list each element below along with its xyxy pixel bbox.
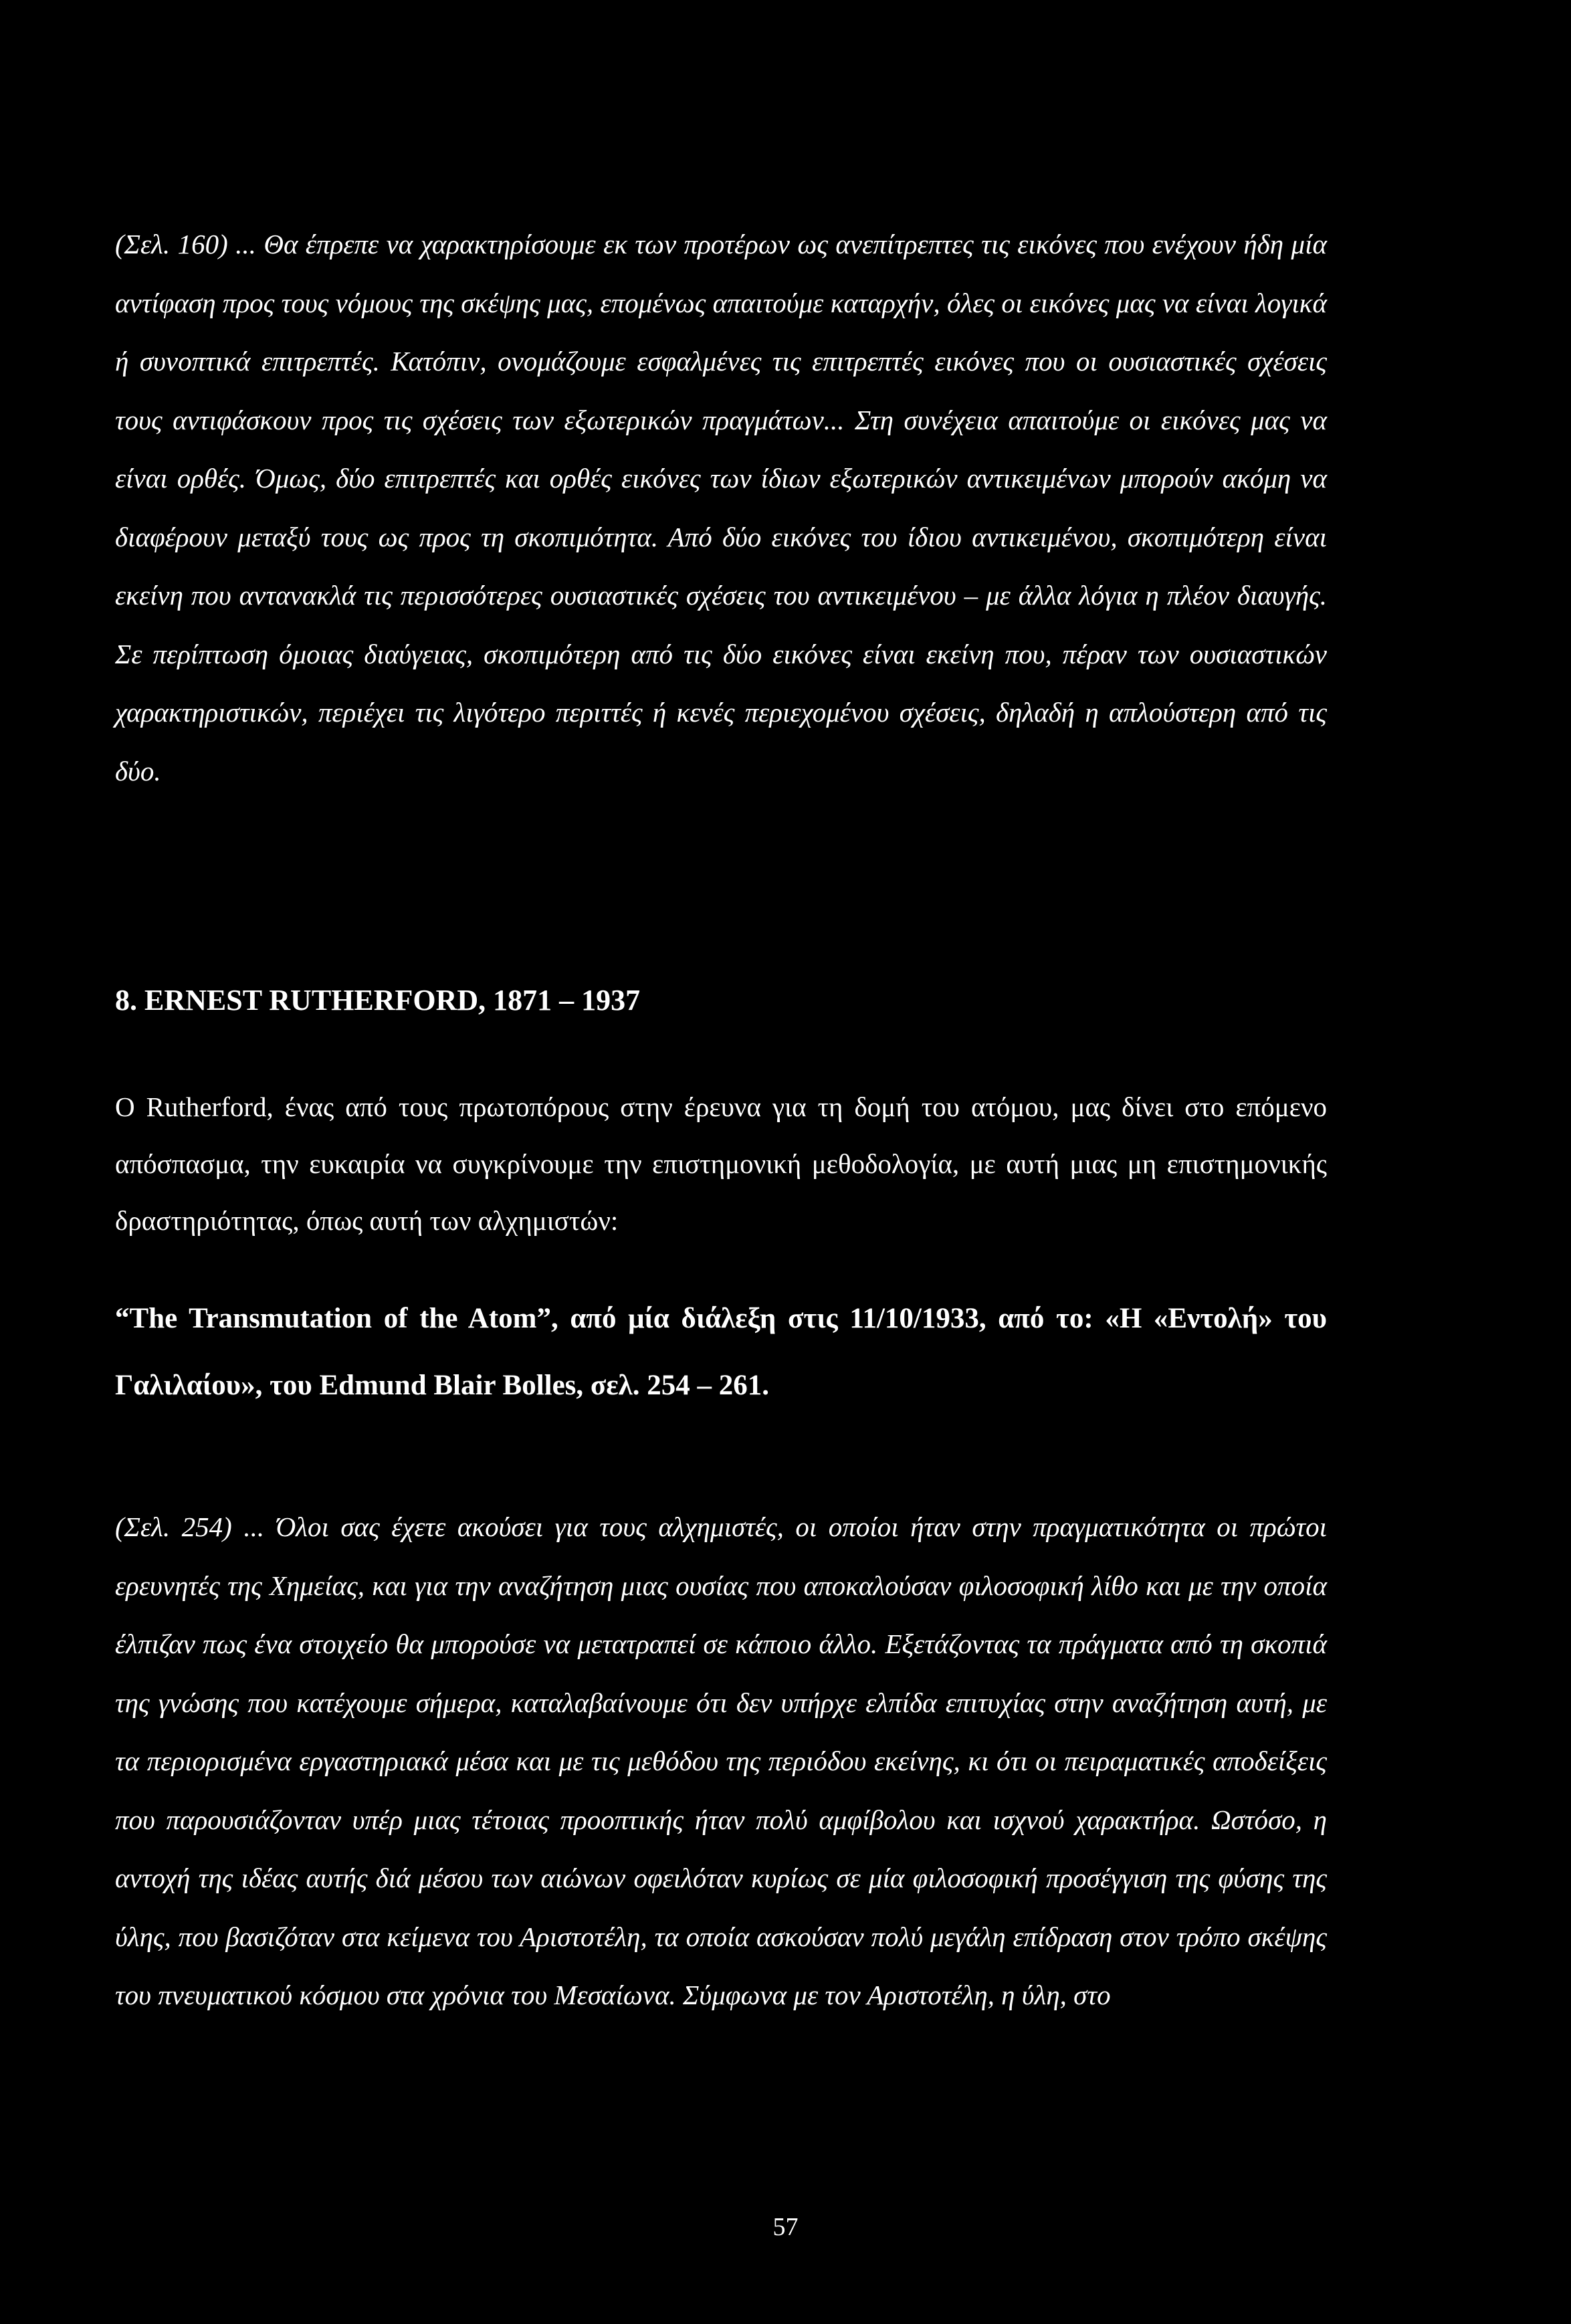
- citation-paragraph: “The Transmutation of the Atom”, από μία διάλεξη στις 11/10/1933, από το: «Η «Εντολή» του Γαλιλαίου», του Edmund Blair Bolles, σελ. 254 – 261.: [115, 1303, 1327, 1401]
- page-number: 57: [772, 2213, 799, 2241]
- intro-paragraph: Ο Rutherford, ένας από τους πρωτοπόρους στην έρευνα για τη δομή του ατόμου, μας δίνει στο επόμενο απόσπασμα, την ευκαιρία να συγκρίνουμε την επιστημονική μεθοδολογία, με αυτή μιας μη επιστημονικής δραστηριότητας, όπως αυτή των αλχημιστών:: [115, 1091, 1327, 1236]
- quote-paragraph-hertz: (Σελ. 160) ... Θα έπρεπε να χαρακτηρίσουμε εκ των προτέρων ως ανεπίτρεπτες τις εικόνες που ενέχουν ήδη μία αντίφαση προς τους νόμους της σκέψης μας, επομένως απαιτούμε καταρχήν, όλες οι εικόνες μας να είναι λογικά ή συνοπτικά επιτρεπτές. Κατόπιν, ονομάζουμε εσφαλμένες τις επιτρεπτές εικόνες που οι ουσιαστικές σχέσεις τους αντιφάσκουν προς τις σχέσεις των εξωτερικών πραγμάτων... Στη συνέχεια απαιτούμε οι εικόνες μας να είναι ορθές. Όμως, δύο επιτρεπτές και ορθές εικόνες των ίδιων εξωτερικών αντικειμένων μπορούν ακόμη να διαφέρουν μεταξύ τους ως προς τη σκοπιμότητα. Από δύο εικόνες του ίδιου αντικειμένου, σκοπιμότερη είναι εκείνη που αντανακλά τις περισσότερες ουσιαστικές σχέσεις του αντικειμένου – με άλλα λόγια η πλέον διαυγής. Σε περίπτωση όμοιας διαύγειας, σκοπιμότερη από τις δύο εικόνες είναι εκείνη που, πέραν των ουσιαστικών χαρακτηριστικών, περιέχει τις λιγότερο περιττές ή κενές περιεχομένου σχέσεις, δηλαδή η απλούστερη από τις δύο.: [115, 229, 1327, 786]
- quote-paragraph-rutherford: (Σελ. 254) ... Όλοι σας έχετε ακούσει για τους αλχημιστές, οι οποίοι ήταν στην πραγματικότητα οι πρώτοι ερευνητές της Χημείας, και για την αναζήτηση μιας ουσίας που αποκαλούσαν φιλοσοφική λίθο και με την οποία έλπιζαν πως ένα στοιχείο θα μπορούσε να μετατραπεί σε κάποιο άλλο. Εξετάζοντας τα πράγματα από τη σκοπιά της γνώσης που κατέχουμε σήμερα, καταλαβαίνουμε ότι δεν υπήρχε ελπίδα επιτυχίας στην αναζήτηση αυτή, με τα περιορισμένα εργαστηριακά μέσα και με τις μεθόδου της περιόδου εκείνης, κι ότι οι πειραματικές αποδείξεις που παρουσιάζονταν υπέρ μιας τέτοιας προοπτικής ήταν πολύ αμφίβολου και ισχνού χαρακτήρα. Ωστόσο, η αντοχή της ιδέας αυτής διά μέσου των αιώνων οφειλόταν κυρίως σε μία φιλοσοφική προσέγγιση της φύσης της ύλης, που βασιζόταν στα κείμενα του Αριστοτέλη, τα οποία ασκούσαν πολύ μεγάλη επίδραση στον τρόπο σκέψης του πνευματικού κόσμου στα χρόνια του Μεσαίωνα. Σύμφωνα με τον Αριστοτέλη, η ύλη, στο: [115, 1511, 1327, 2010]
- section-heading: 8. ERNEST RUTHERFORD, 1871 – 1937: [115, 984, 641, 1017]
